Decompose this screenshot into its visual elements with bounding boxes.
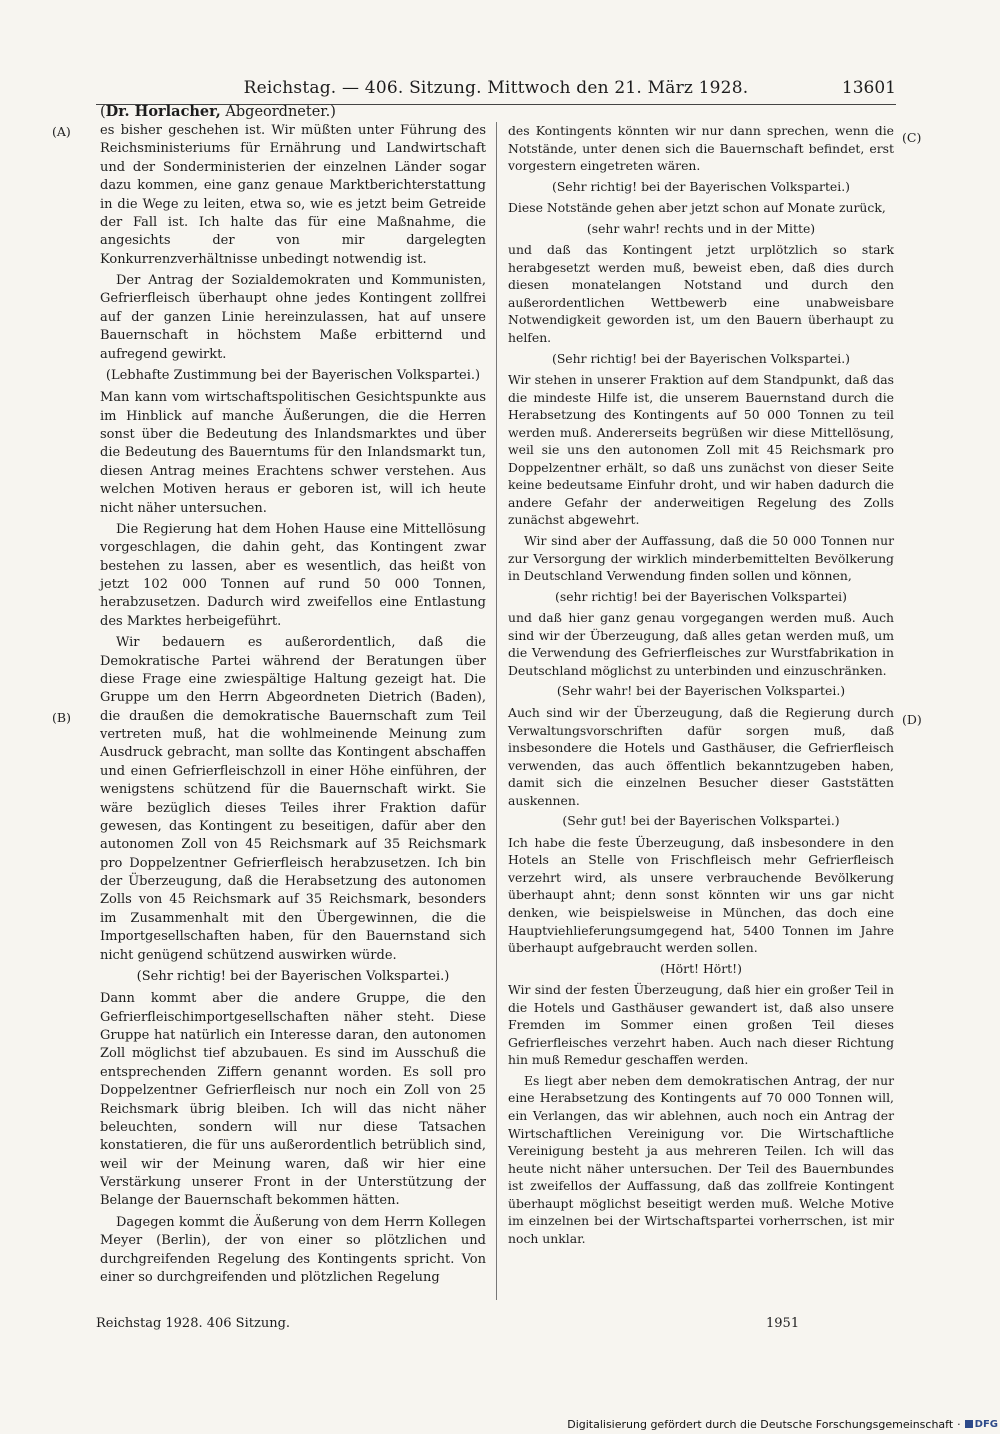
dfg-logo-icon <box>965 1419 998 1430</box>
speaker-role: Abgeordneter.) <box>220 104 336 120</box>
interjection: (Lebhafte Zustimmung bei der Bayerischen Volkspartei.) <box>105 367 481 383</box>
paragraph: Wir bedauern es außerordentlich, daß die Demokratische Partei während der Beratungen über diese Frage eine zwiespältige Haltung gezeigt hat. Die Gruppe um den Herrn Abgeordneten Dietrich (Baden), die draußen die demokratische Bauernschaft zum Teil vertreten muß, hat die wohlmeinende Meinung zum Ausdruck gebracht, man sollte das Kontingent abschaffen und einen Gefrierfleischzoll in einer Höhe einführen, der wenigstens schützend für die Bauernschaft wirkt. Sie wäre bezüglich dieses Teiles ihrer Fraktion dafür gewesen, das Kontingent zu beseitigen, dafür aber den autonomen Zoll von 45 Reichsmark auf 35 Reichsmark pro Doppelzentner Gefrierfleisch herabzusetzen. Ich bin der Überzeugung, daß die Herabsetzung des autonomen Zolls von 45 Reichsmark auf 35 Reichsmark, besonders im Zusammenhalt mit den Übergewinnen, die die Importgesellschaften haben, für den Bauernstand sich nicht genügend schützend auswirken würde. <box>100 635 486 963</box>
credit-text: Digitalisierung gefördert durch die Deutsche Forschungsgemeinschaft <box>567 1417 954 1431</box>
header-title: Reichstag. — 406. Sitzung. Mittwoch den 21. März 1928. <box>243 78 749 98</box>
paragraph: Dagegen kommt die Äußerung von dem Herrn Kollegen Meyer (Berlin), der von einer so plötzlichen und durchgreifenden Regelung des Kontingents spricht. Von einer so durchgreifenden und plötzlichen Regelung <box>100 1214 486 1285</box>
paragraph: Wir sind der festen Überzeugung, daß hier ein großer Teil in die Hotels und Gasthäuser gewandert ist, daß also unsere Fremden im Sommer einen großen Teil dieses Gefrierfleisches verzehrt haben. Auch nach dieser Richtung hin muß Remedur geschaffen werden. <box>508 982 894 1068</box>
margin-marker-c: (C) <box>902 130 922 145</box>
left-column <box>100 122 486 1290</box>
paragraph: Dann kommt aber die andere Gruppe, die den Gefrierfleischimportgesellschaften näher steht. Diese Gruppe hat natürlich ein Interesse daran, den autonomen Zoll möglichst tief abzubauen. Es sind im Ausschuß die entsprechenden Ziffern genannt worden. Es soll pro Doppelzentner Gefrierfleisch nur noch ein Zoll von 25 Reichsmark übrig bleiben. Ich will das nicht näher beleuchten, sondern will nur diese Tatsachen konstatieren, die für uns außerordentlich betrüblich sind, weil wir der Meinung waren, daß wir hier eine Verstärkung unserer Front in der Unterstützung der Belange der Bauernschaft bekommen hätten. <box>100 991 486 1209</box>
paragraph: Diese Notstände gehen aber jetzt schon auf Monate zurück, <box>508 200 886 216</box>
margin-marker-a: (A) <box>52 124 71 139</box>
paragraph: und daß hier ganz genau vorgegangen werden muß. Auch sind wir der Überzeugung, daß alles getan werden muß, um die Verwendung des Gefrierfleisches zur Wurstfabrikation in Deutschland möglichst zu unterbinden und einzuschränken. <box>508 610 894 678</box>
page-header <box>96 78 896 105</box>
header-page-number: 13601 <box>841 78 896 98</box>
footer-session: Reichstag 1928. 406 Sitzung. <box>96 1316 291 1331</box>
right-column <box>508 122 894 1250</box>
paragraph: Auch sind wir der Überzeugung, daß die Regierung durch Verwaltungsvorschriften dafür sorgen muß, daß insbesondere die Hotels und Gasthäuser, die Gefrierfleisch verwenden, das auch öffentlich bekanntzugeben haben, damit sich die einzelnen Besucher dieser Gaststätten auskennen. <box>508 704 894 808</box>
interjection: (Sehr richtig! bei der Bayerischen Volkspartei.) <box>551 178 851 194</box>
dfg-logo-text: DFG <box>974 1418 998 1430</box>
margin-marker-b: (B) <box>52 710 71 725</box>
speaker-open-paren: ( <box>100 104 106 120</box>
paragraph: Ich habe die feste Überzeugung, daß insbesondere in den Hotels an Stelle von Frischfleisch mehr Gefrierfleisch verzehrt wird, als unsere verbrauchende Bevölkerung überhaupt ahnt; denn sonst könnten wir uns gar nicht denken, wie beispielsweise in München, das doch eine Hauptviehlieferungsumgegend hat, 5400 Tonnen im Jahre überhaupt aufgebraucht werden sollen. <box>508 834 894 956</box>
speaker-name: Dr. Horlacher, <box>105 103 221 120</box>
interjection: (Hört! Hört!) <box>660 960 742 976</box>
paragraph: Es liegt aber neben dem demokratischen Antrag, der nur eine Herabsetzung des Kontingents auf 70 000 Tonnen will, ein Verlangen, das wir ablehnen, auch noch ein Antrag der Wirtschaftlichen Vereinigung vor. Die Wirtschaftliche Vereinigung besteht ja aus mehreren Teilen. Ich will das heute nicht näher untersuchen. Der Teil des Bauernbundes ist zweifellos der Auffassung, daß das zollfreie Kontingent überhaupt möglichst beseitigt werden muß. Welche Motive im einzelnen bei der Wirtschaftspartei vorherrschen, ist mir noch unklar. <box>508 1072 894 1246</box>
speaker-line <box>100 103 336 120</box>
interjection: (Sehr gut! bei der Bayerischen Volkspartei.) <box>562 813 840 829</box>
margin-marker-d: (D) <box>902 712 922 727</box>
paragraph: Die Regierung hat dem Hohen Hause eine Mittellösung vorgeschlagen, die dahin geht, das Kontingent zwar bestehen zu lassen, aber es wesentlich, das heißt von jetzt 102 000 Tonnen auf rund 50 000 Tonnen, herabzusetzen. Dadurch wird zweifellos eine Entlastung des Marktes herbeigeführt. <box>100 521 486 629</box>
dfg-square-icon <box>965 1420 973 1428</box>
credit-separator: · <box>957 1417 961 1431</box>
paragraph: Der Antrag der Sozialdemokraten und Kommunisten, Gefrierfleisch überhaupt ohne jedes Kontingent zollfrei auf der ganzen Linie hereinzulassen, hat auf unsere Bauernschaft in höchstem Maße erbitternd und aufregend gewirkt. <box>100 273 486 362</box>
digitization-credit <box>567 1416 998 1432</box>
column-divider <box>496 122 497 1300</box>
paragraph: Wir sind aber der Auffassung, daß die 50 000 Tonnen nur zur Versorgung der wirklich minderbemittelten Bevölkerung in Deutschland Verwendung finden sollen und können, <box>508 533 894 584</box>
interjection: (Sehr wahr! bei der Bayerischen Volkspartei.) <box>556 683 846 699</box>
interjection: (Sehr richtig! bei der Bayerischen Volkspartei.) <box>136 968 450 984</box>
paragraph: des Kontingents könnten wir nur dann sprechen, wenn die Notstände, unter denen sich die Bauernschaft befindet, erst vorgestern eingetreten wären. <box>508 123 894 174</box>
interjection: (sehr wahr! rechts und in der Mitte) <box>586 220 816 236</box>
paragraph: Man kann vom wirtschaftspolitischen Gesichtspunkte aus im Hinblick auf manche Äußerungen, die die Herren sonst über die Bedeutung des Inlandsmarktes und über die Bedeutung des Bauerntums für den Inlandsmarkt tun, diesen Antrag meines Erachtens schwer verstehen. Aus welchen Motiven heraus er geboren ist, will ich heute nicht näher untersuchen. <box>100 390 486 516</box>
paragraph: und daß das Kontingent jetzt urplötzlich so stark herabgesetzt werden muß, beweist eben, daß dies durch diesen monatelangen Notstand und durch den außerordentlichen Wettbewerb eine unabweisbare Notwendigkeit geworden ist, um den Bauern überhaupt zu helfen. <box>508 242 894 346</box>
interjection: (Sehr richtig! bei der Bayerischen Volkspartei.) <box>551 350 851 366</box>
paragraph: Wir stehen in unserer Fraktion auf dem Standpunkt, daß das die mindeste Hilfe ist, die unserem Bauernstand durch die Herabsetzung des Kontingents auf 50 000 Tonnen zu teil werden muß. Andererseits begrüßen wir diese Mittellösung, weil sie uns den autonomen Zoll mit 45 Reichsmark pro Doppelzentner erhält, so daß uns zunächst von dieser Seite keine bedeutsame Einfuhr droht, und wir haben dadurch die andere Gefahr der anderweitigen Regelung des Zolls zunächst abgewehrt. <box>508 372 894 528</box>
paragraph: es bisher geschehen ist. Wir müßten unter Führung des Reichsministeriums für Ernährung und Landwirtschaft und der Sonderministerien der einzelnen Länder sogar dazu kommen, eine ganz genaue Marktberichterstattung in die Wege zu leiten, etwa so, wie es jetzt beim Getreide der Fall ist. Ich halte das für eine Maßnahme, die angesichts der von mir dargelegten Konkurrenzverhältnisse unbedingt notwendig ist. <box>100 123 486 267</box>
footer-page-number: 1951 <box>766 1316 800 1331</box>
interjection: (sehr richtig! bei der Bayerischen Volkspartei) <box>555 588 847 604</box>
